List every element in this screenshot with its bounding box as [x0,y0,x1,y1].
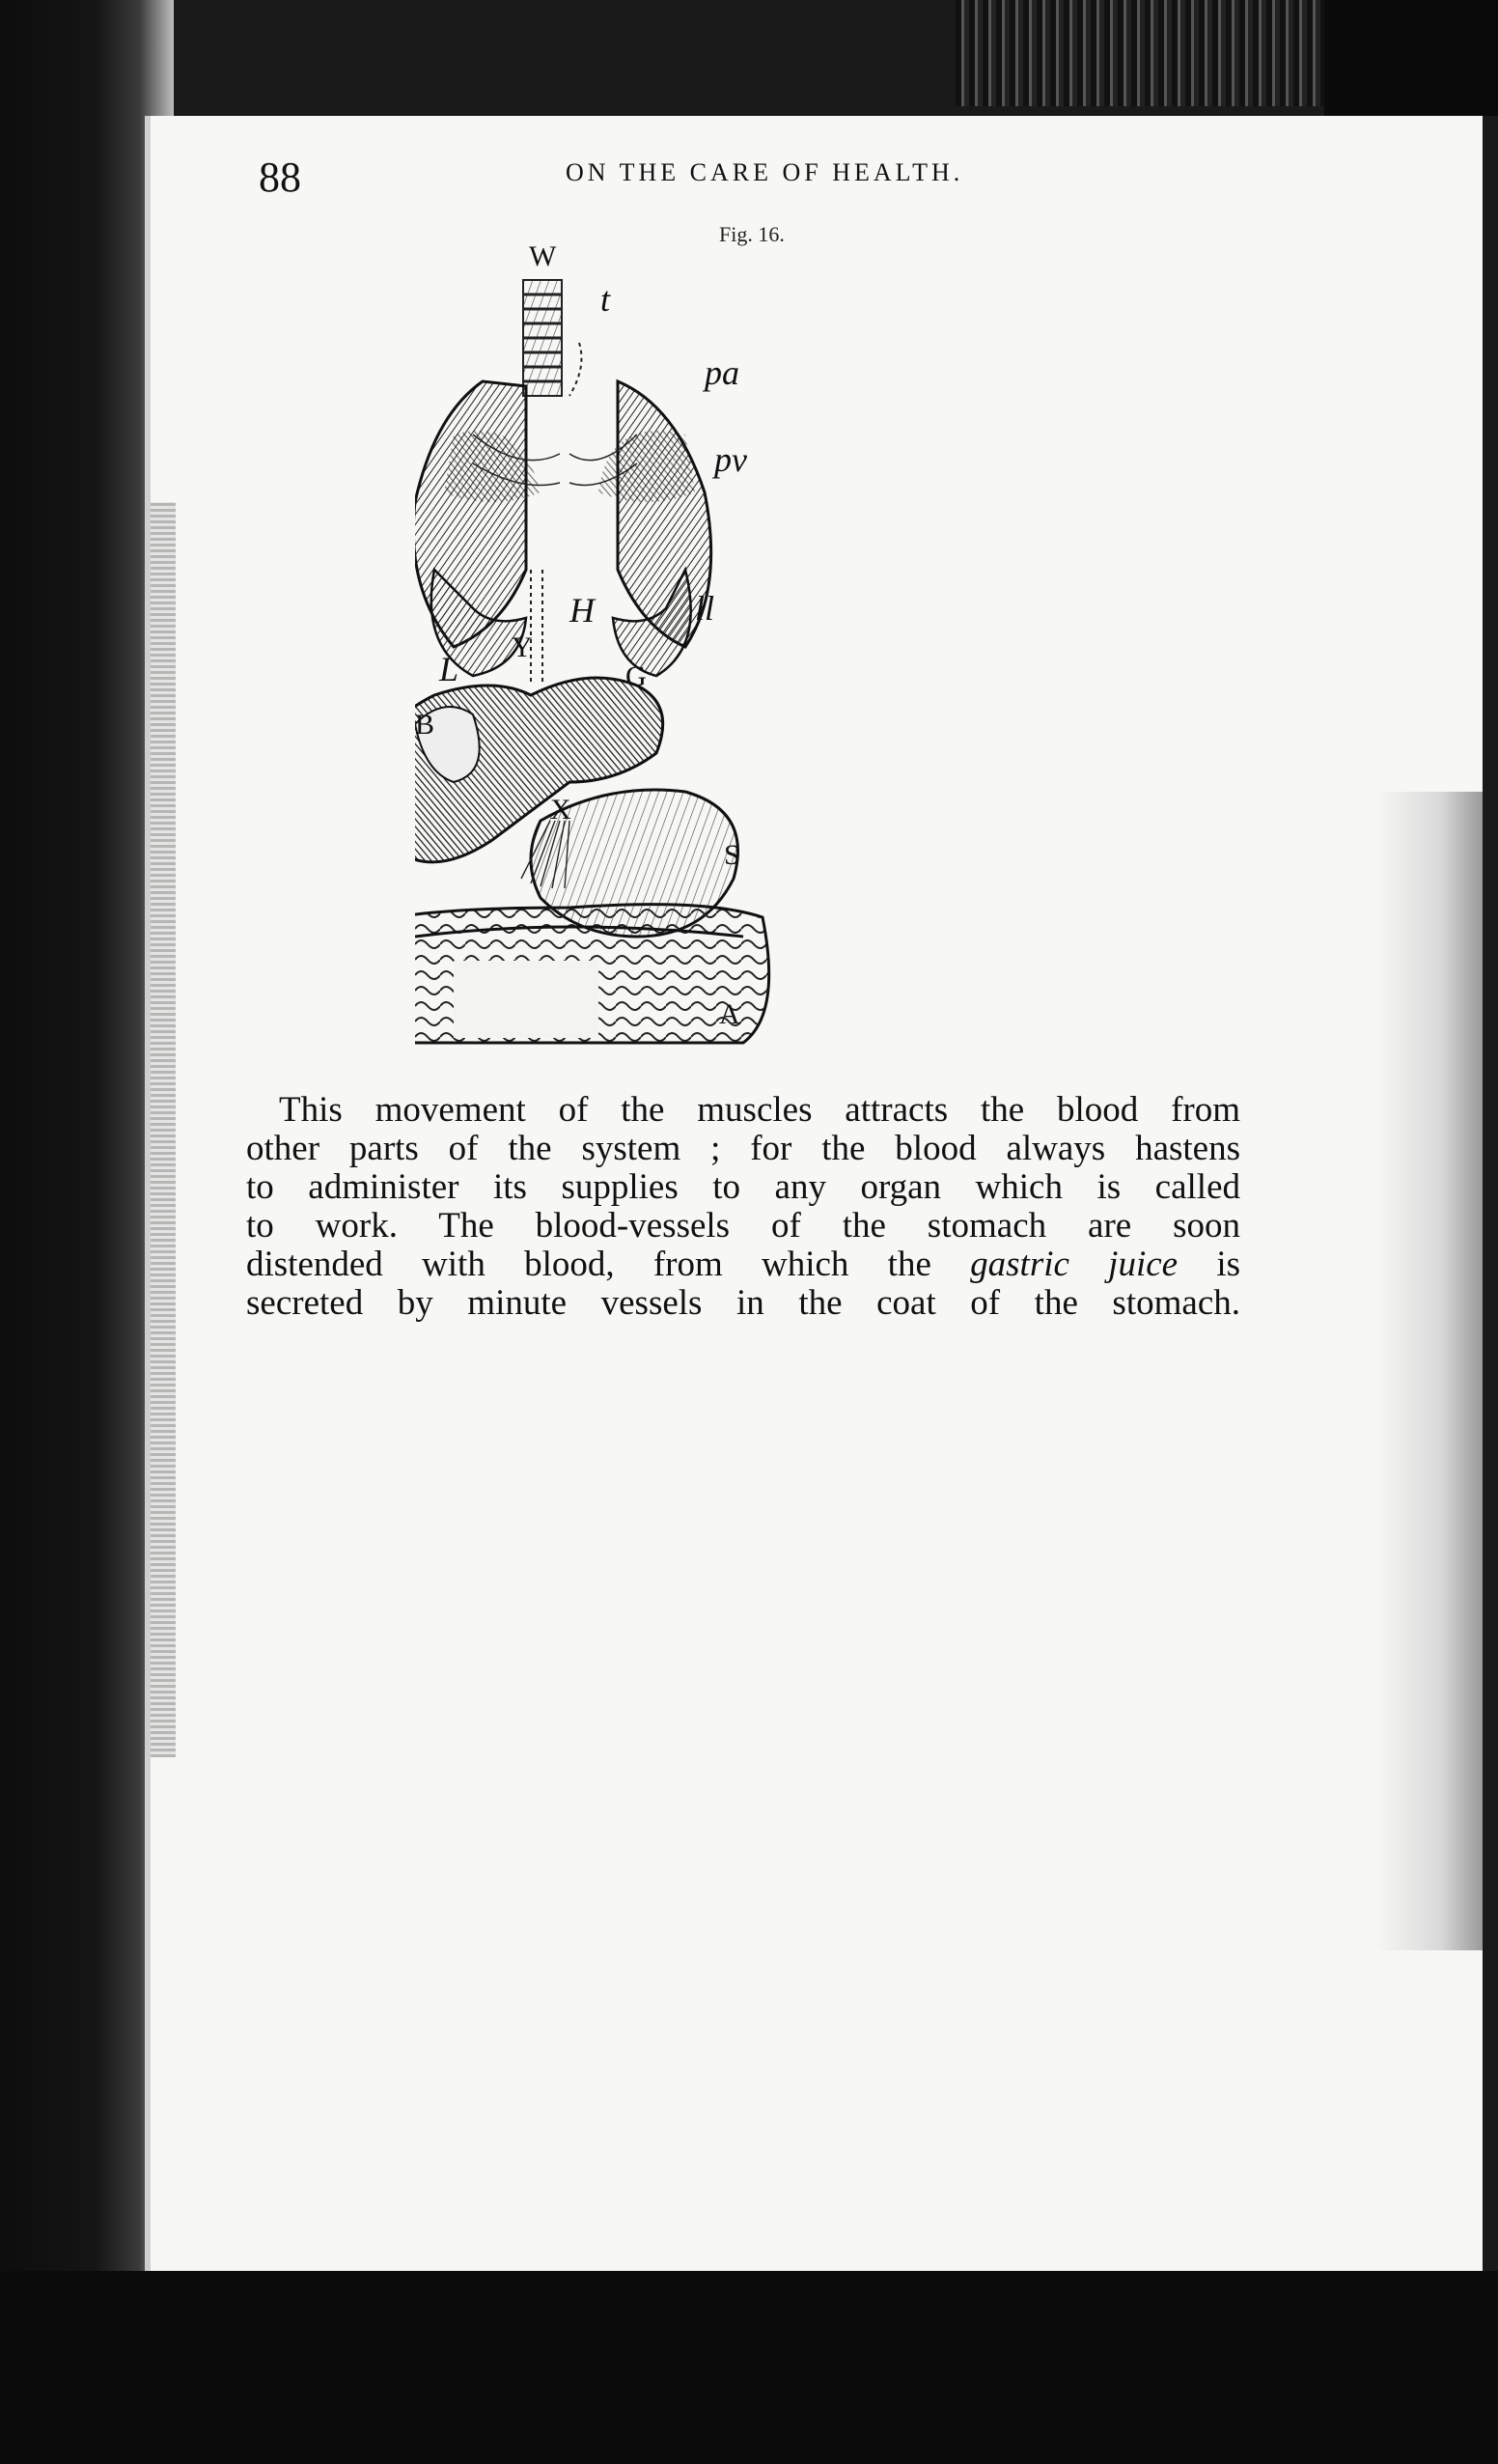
label-A-right: A [719,998,740,1030]
body-paragraph [246,1091,1240,1323]
label-S: S [724,839,740,871]
page-number: 88 [259,154,301,201]
label-Y: Y [512,631,533,663]
abdominal-organs [415,678,737,937]
figure-caption: Fig. 16. [719,222,785,246]
body-line-3: to administer its supplies to any organ which is called [246,1167,1240,1207]
label-pv-right: pv [714,440,747,479]
page-spine-texture [151,502,176,1757]
running-head: ON THE CARE OF HEALTH. [566,158,964,186]
label-G: G [625,660,647,692]
scan-top-strip [956,0,1361,106]
scan-dark-bottom-margin [0,2271,1498,2464]
body-line-2: other parts of the system ; for the blood always hastens [246,1129,1240,1168]
label-L-top: L [439,650,459,688]
windpipe [523,280,581,396]
label-B: B [415,709,435,741]
label-ll: ll [695,589,715,628]
body-line-5-start: distended with blood, from which the [246,1245,931,1284]
label-t: t [600,280,611,319]
body-line-5 [246,1246,1240,1284]
label-H: H [569,591,595,630]
anatomy-engraving [415,241,1264,1052]
body-line-6: secreted by minute vessels in the coat of the stomach. [246,1283,1240,1323]
scan-top-right-corner [1324,0,1498,116]
body-line-1: This movement of the muscles attracts the blood from [279,1090,1240,1130]
label-pa-right: pa [705,353,739,392]
body-line-5-end: is [1216,1245,1241,1284]
page-edge-shadow [1376,792,1483,1950]
gastric-juice-term: gastric juice [970,1245,1179,1284]
label-W: W [529,241,557,272]
label-X: X [550,794,571,826]
body-line-4: to work. The blood-vessels of the stomach are soon [246,1206,1240,1246]
intestines [415,905,769,1043]
anatomical-illustration [415,241,1264,1052]
